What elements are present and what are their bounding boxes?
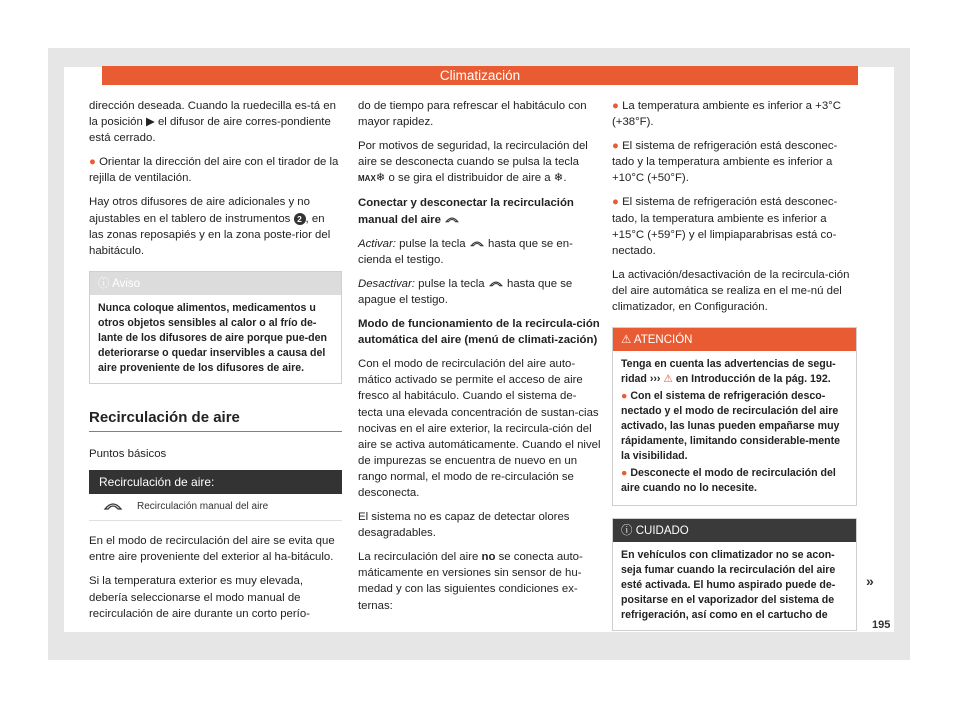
- recirculation-icon: [444, 214, 460, 226]
- paragraph: El sistema no es capaz de detectar olores desagradables.: [358, 511, 570, 540]
- warning-icon: ⚠: [663, 373, 673, 386]
- column-3: [612, 98, 857, 641]
- paragraph: En el modo de recirculación del aire se evita que entre aire proveniente del exterior al ha-bitáculo.: [89, 535, 335, 564]
- subsection-title: Puntos básicos: [89, 447, 167, 460]
- recirculation-icon: [89, 499, 137, 515]
- continue-marker: »: [866, 573, 874, 589]
- page-number: 195: [872, 619, 891, 631]
- warning-icon: ⚠: [621, 334, 632, 347]
- section-title: Recirculación de aire: [89, 400, 342, 432]
- bullet-icon: ●: [612, 100, 619, 112]
- aviso-box: [89, 271, 342, 384]
- cuidado-body: En vehículos con climatizador no se acon-seja fumar cuando la recirculación del aire esté activada. El humo aspirado puede de-positarse en el vaporizador del sistema de refrigeración, así como en el cartucho de: [621, 549, 836, 622]
- paragraph: Activar: pulse la tecla hasta que se en-cienda el testigo.: [358, 237, 573, 266]
- atencion-header: ⚠ ATENCIÓN: [613, 328, 856, 351]
- chapter-header: Climatización: [102, 66, 858, 85]
- info-icon: ⓘ: [98, 277, 110, 290]
- bullet-icon: ●: [621, 467, 628, 480]
- defrost-icon: ❄: [553, 172, 564, 185]
- subheading: Conectar y desconectar la recirculación manual del aire: [358, 197, 574, 226]
- paragraph: Desactivar: pulse la tecla hasta que se apague el testigo.: [358, 277, 573, 306]
- paragraph: dirección deseada. Cuando la ruedecilla es-tá en la posición ▶ el difusor de aire corres-pondiente está cerrado.: [89, 100, 336, 145]
- recirculation-icon: [488, 278, 504, 290]
- bullet-item: ● La temperatura ambiente es inferior a +3°C (+38°F).: [612, 100, 841, 129]
- bullet-icon: ●: [612, 196, 619, 209]
- column-1: [89, 98, 342, 630]
- caution-icon: ⓘ: [621, 525, 633, 538]
- paragraph: do de tiempo para refrescar el habitáculo con mayor rapidez.: [358, 100, 587, 129]
- bullet-item: ● El sistema de refrigeración está desconec-tado, la temperatura ambiente es inferior a +15°C (+59°F) y el limpiaparabrisas está co-nectado.: [612, 196, 838, 257]
- bullet-item: ● Orientar la dirección del aire con el tirador de la rejilla de ventilación.: [89, 156, 339, 185]
- paragraph: Si la temperatura exterior es muy elevada, debería seleccionarse el modo manual de recirculación de aire durante un corto perío-: [89, 575, 310, 620]
- play-triangle-icon: ▶: [146, 116, 155, 129]
- bullet-item: ● El sistema de refrigeración está desconec-tado y la temperatura ambiente es inferior a +10°C (+50°F).: [612, 140, 838, 185]
- atencion-box: [612, 327, 857, 506]
- recirculation-icon: [469, 238, 485, 250]
- cuidado-header: ⓘ CUIDADO: [613, 519, 856, 542]
- paragraph: La recirculación del aire no se conecta auto-máticamente en versiones sin sensor de hu-medad y con las siguientes condiciones ex-ternas:: [358, 551, 583, 612]
- number-badge: 2: [294, 213, 306, 225]
- paragraph: Con el modo de recirculación del aire auto-mático activado se permite el acceso de aire fresco al habitáculo. Cuando el sistema de-tecta una elevada concentración de sustan-cias nocivas en el aire exterior, la recircula-ción del aire se activa automáticamente. Cuando el nivel de impurezas se encuentra de nuevo en un rango normal, el modo de re-circulación se desconecta.: [358, 358, 601, 499]
- max-ac-icon: MAX: [358, 174, 376, 184]
- paragraph: Por motivos de seguridad, la recirculación del aire se desconecta cuando se pulsa la tecla MAX❄ o se gira el distribuidor de aire a ❄.: [358, 140, 588, 185]
- table-row: Recirculación manual del aire: [89, 494, 342, 521]
- paragraph: Hay otros difusores de aire adicionales y no ajustables en el tablero de instrumentos 2 , en las zonas reposapiés y en la zona poste-rior del habitáculo.: [89, 196, 331, 257]
- bullet-icon: ●: [621, 390, 628, 403]
- paragraph: La activación/desactivación de la recircula-ción del aire automática se realiza en el me-nú del climatizador, en Configuración.: [612, 268, 850, 314]
- atencion-body: Tenga en cuenta las advertencias de segu-ridad ››› ⚠ en Introducción de la pág. 192. ● Con el sistema de refrigeración desco-nectado y el modo de recirculación del aire activado, las lunas pueden empañarse muy rápidamente, limitando considerable-mente la visibilidad. ● Desconecte el modo de recirculación del aire cuando no lo necesite.: [621, 358, 840, 495]
- bullet-icon: ●: [612, 140, 619, 153]
- cuidado-box: [612, 518, 857, 631]
- windshield-icon: ❄: [375, 172, 386, 185]
- aviso-body: Nunca coloque alimentos, medicamentos u otros objetos sensibles al calor o al frío de-lante de los difusores de aire porque pue-den deteriorarse o quedar inservibles a causa del aire proveniente de los difusores de aire.: [98, 301, 327, 374]
- column-2: [358, 98, 601, 622]
- subheading: Modo de funcionamiento de la recircula-ción automática del aire (menú de climati-zación): [358, 318, 600, 347]
- table-header: Recirculación de aire:: [89, 470, 342, 494]
- bullet-icon: ●: [89, 156, 96, 169]
- aviso-header: ⓘ Aviso: [90, 272, 341, 295]
